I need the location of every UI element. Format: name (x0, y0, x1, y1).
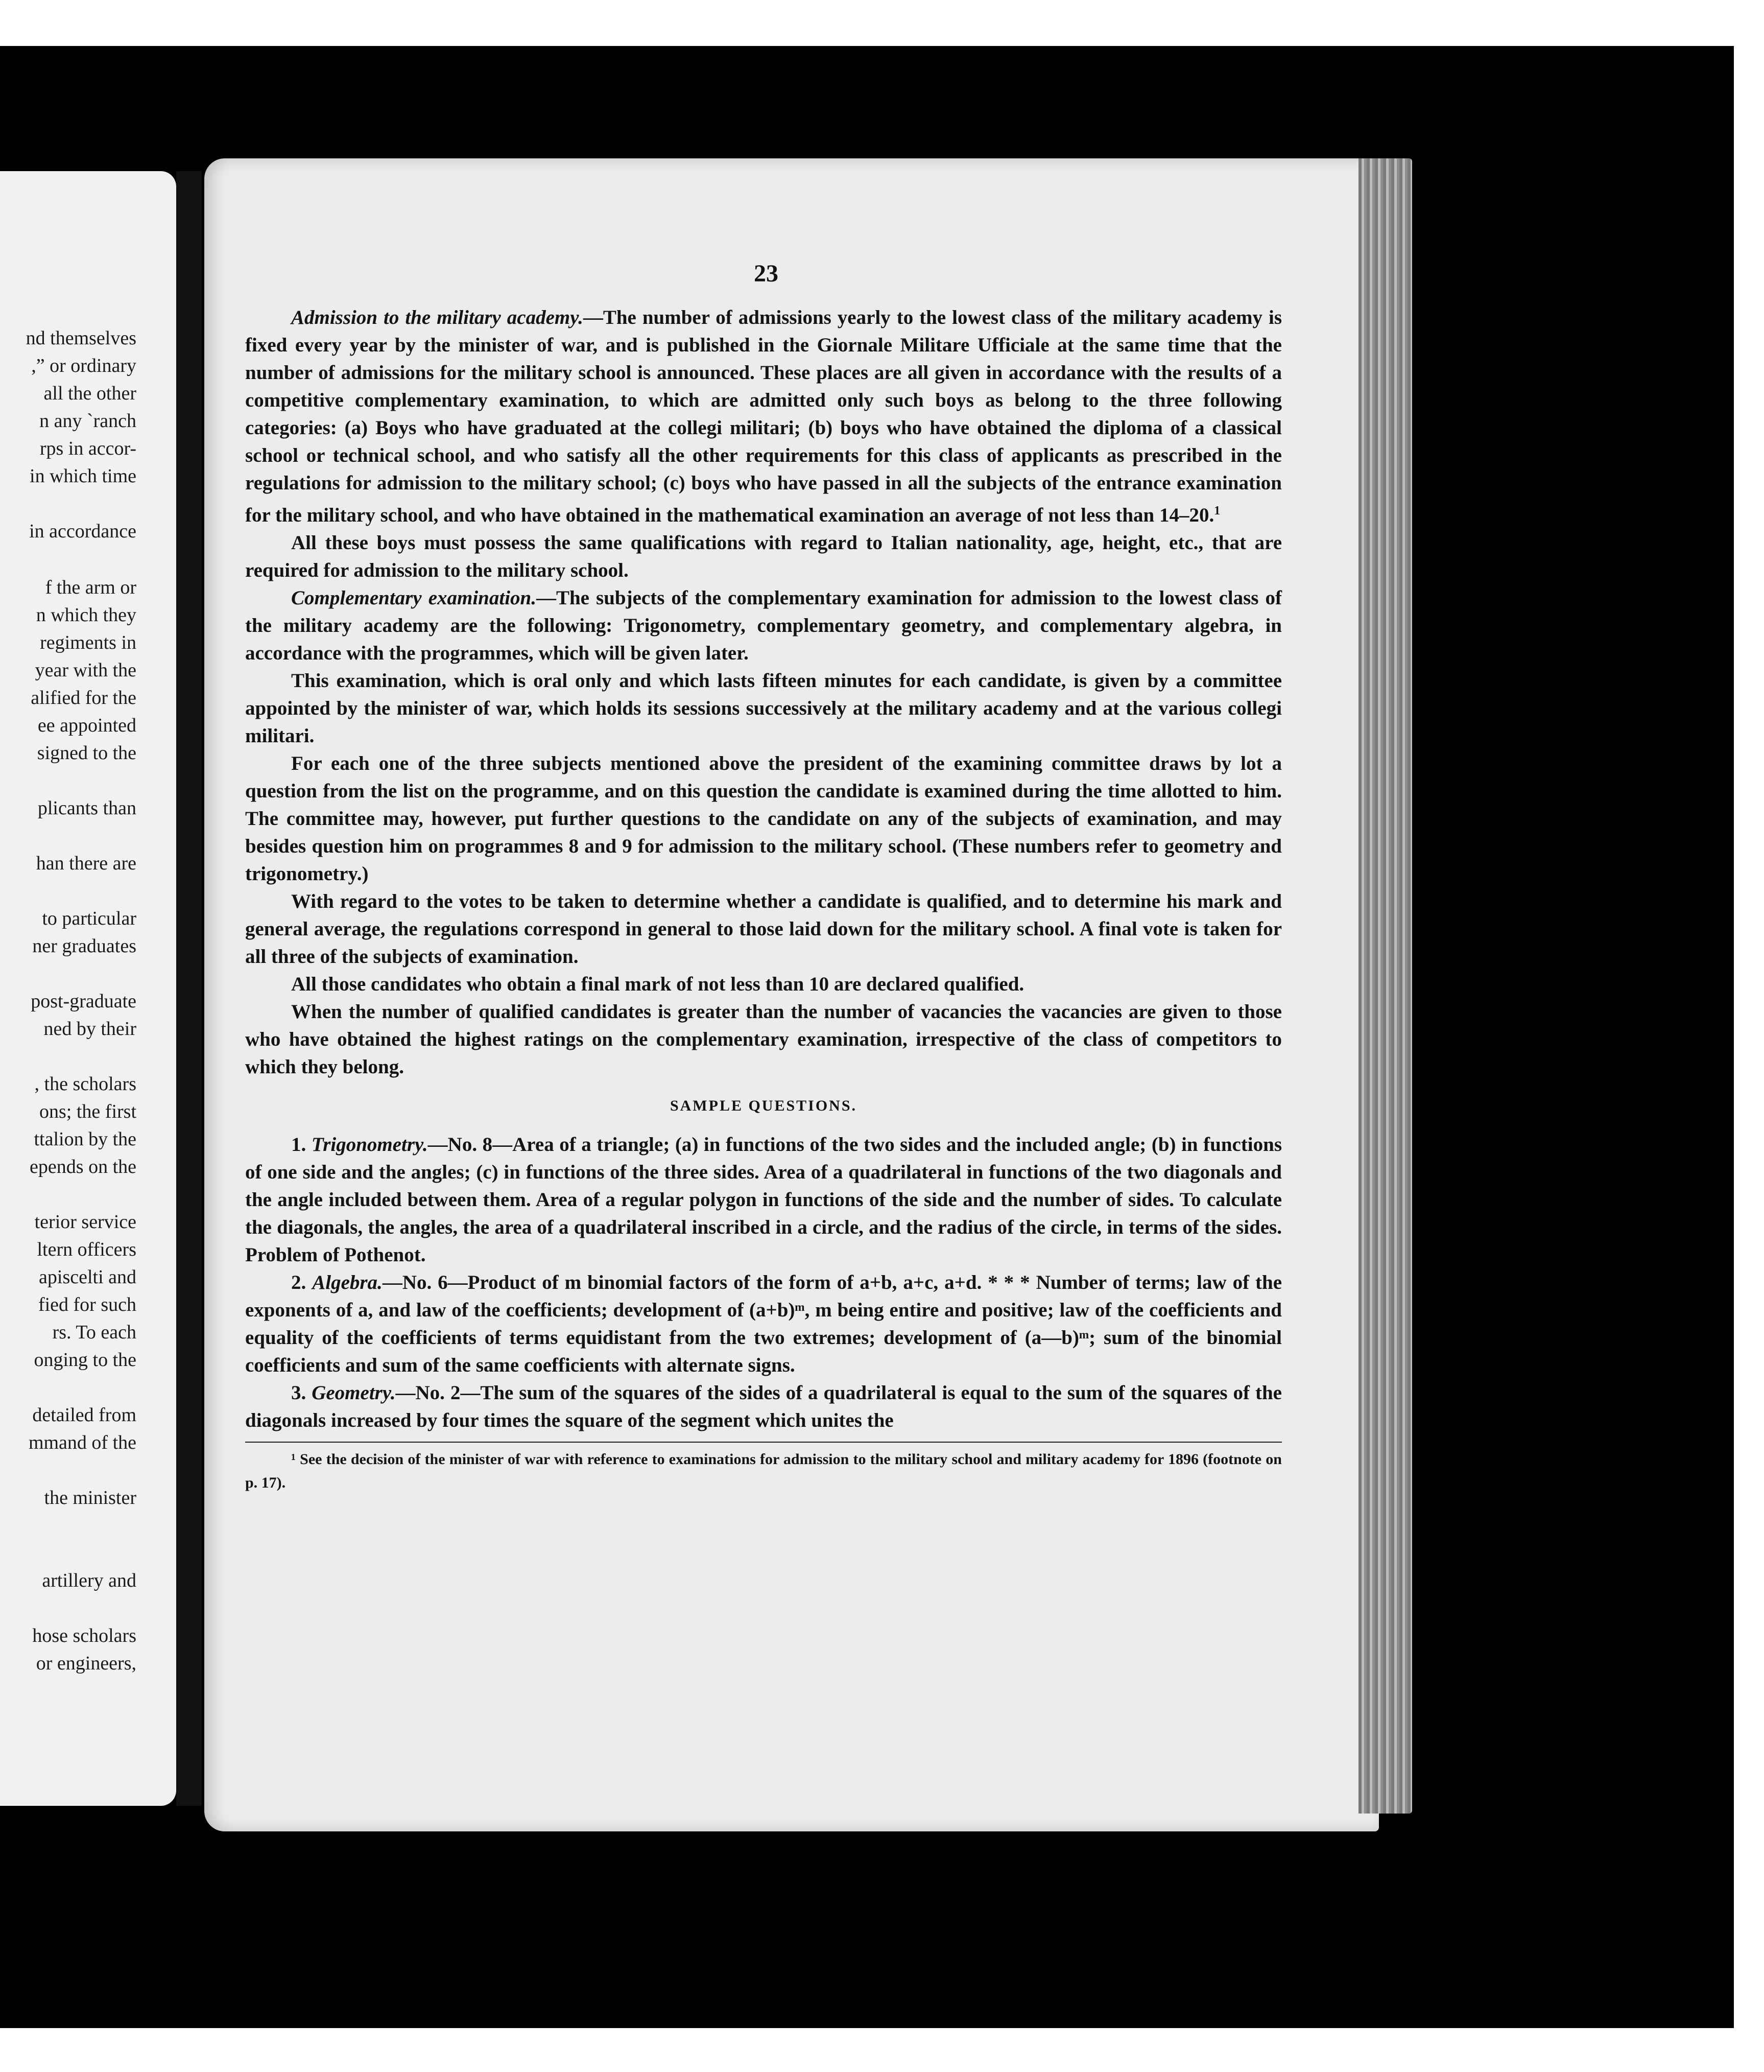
left-page-line: terior service (34, 1211, 136, 1233)
left-page-line: plicants than (37, 797, 136, 819)
left-page-line: ned by their (43, 1018, 136, 1040)
paragraph-oral-exam: This examination, which is oral only and which lasts fifteen minutes for each candidate, is given by a committee appointed by the minister of war, which holds its sessions successively at the military academy and at the various collegi militari. (245, 670, 1282, 747)
left-page-line: alified for the (31, 687, 136, 709)
left-page-line: han there are (36, 853, 136, 874)
section-title: Complementary examination. (291, 587, 536, 609)
left-page-line: apiscelti and (39, 1266, 136, 1288)
left-page-line: fied for such (38, 1294, 136, 1315)
left-page-line: rps in accor- (39, 438, 136, 459)
left-page-line: all the other (43, 383, 136, 404)
left-page-line: nd themselves (26, 327, 136, 349)
paragraph-final-mark: All those candidates who obtain a final mark of not less than 10 are declared qualified. (291, 973, 1024, 995)
question-text: —No. 6—Product of m binomial factors of the form of a+b, a+c, a+d. * * * Number of terms; law of the exponents of a, and law of the coefficients; development of (a+b)ᵐ, m being entire and positive; law of the coefficients and equality of the coefficients of terms equidistant from the two extremes; development of (a—b)ᵐ; sum of the binomial coefficients and sum of the same coefficients with alternate signs. (245, 1272, 1282, 1376)
left-page-line: to particular (42, 908, 136, 929)
question-number: 2. (291, 1272, 306, 1293)
left-page-line: in which time (30, 465, 136, 487)
footnote: ¹ See the decision of the minister of war with reference to examinations for admission to the military school and military academy for 1896 (footnote on p. 17). (245, 1451, 1282, 1491)
paragraph-votes: With regard to the votes to be taken to determine whether a candidate is qualified, and to determine his mark and general average, the regulations correspond in general to those laid down for the military school. A final vote is taken for all three of the subjects of examination. (245, 890, 1282, 968)
left-page-line: the minister (40, 1487, 136, 1509)
left-page-line: mmand of the (28, 1432, 136, 1453)
left-page-line: post-graduate (31, 991, 136, 1012)
left-page-line: hose scholars (32, 1625, 136, 1646)
paragraph-qualifications: All these boys must possess the same qualifications with regard to Italian nationality, age, height, etc., that are required for admission to the military school. (245, 532, 1282, 581)
left-page-line: epends on the (30, 1156, 136, 1178)
left-page-line: ee appointed (37, 715, 136, 736)
left-page-line: onging to the (34, 1349, 136, 1371)
left-page-line: , the scholars (34, 1073, 136, 1095)
left-page-line: n which they (36, 604, 136, 626)
facing-page-left (0, 171, 176, 1806)
page-body (245, 304, 1282, 1495)
left-page-line: ons; the first (39, 1101, 136, 1122)
question-text: —No. 8—Area of a triangle; (a) in functions of the two sides and the included angle; (b) in functions of one side and the angles; (c) in functions of the three sides. Area of a quadrilateral in functions of the two diagonals and the angle included between them. Area of a regular polygon in functions of the side and the number of sides. To calculate the diagonals, the angles, the area of a quadrilateral inscribed in a circle, and the radius of the circle, in terms of the sides. Problem of Pothenot. (245, 1134, 1282, 1266)
question-title: Algebra. (312, 1272, 383, 1293)
left-page-line: artillery and (42, 1570, 136, 1591)
left-page-line: ner graduates (32, 935, 136, 957)
left-page-line: regiments in (40, 632, 136, 653)
sample-questions-heading: SAMPLE QUESTIONS. (670, 1097, 857, 1114)
left-page-line: in accordance (29, 521, 136, 542)
paragraph-text: —The number of admissions yearly to the lowest class of the military academy is fixed every year by the minister of war, and is published in the Giornale Militare Ufficiale at the same time that the number of admissions for the military school is announced. These places are all given in accordance with the results of a competitive complementary examination, to which are admitted only such boys as belong to the three following categories: (a) Boys who have graduated at the collegi militari; (b) boys who have obtained the diploma of a classical school or technical school, and who satisfy all the other requirements for this class of applicants as prescribed in the regulations for admission to the military school; (c) boys who have passed in all the subjects of the entrance examination for the military school, and who have obtained in the mathematical examination an average of not less than 14–20. (245, 307, 1282, 526)
page-number: 23 (754, 260, 778, 287)
left-page-line: signed to the (37, 742, 136, 764)
question-trigonometry (245, 1131, 1282, 1269)
page-edges (1358, 158, 1412, 1814)
paragraph-subjects: For each one of the three subjects mentioned above the president of the examining committee draws by lot a question from the list on the programme, and on this question the candidate is examined during the time allotted to him. The committee may, however, put further questions to the candidate on any of the subjects of examination, and may besides question him on programmes 8 and 9 for admission to the military school. (These numbers refer to geometry and trigonometry.) (245, 752, 1282, 885)
left-page-line: detailed from (32, 1404, 136, 1426)
question-title: Geometry. (312, 1382, 396, 1404)
left-page-line: f the arm or (45, 577, 136, 598)
book-gutter (176, 171, 202, 1806)
left-page-line: ,” or ordinary (31, 355, 136, 376)
footnote-divider (245, 1442, 1282, 1443)
left-page-line: or engineers, (36, 1653, 136, 1674)
left-page-line: n any ˋranch (39, 410, 136, 432)
left-page-line: rs. To each (52, 1322, 136, 1343)
question-number: 1. (291, 1134, 306, 1156)
paragraph-admission (245, 304, 1282, 529)
left-page-line: ttalion by the (34, 1128, 136, 1150)
question-algebra (245, 1269, 1282, 1379)
question-number: 3. (291, 1382, 306, 1404)
paragraph-vacancies: When the number of qualified candidates is greater than the number of vacancies the vacancies are given to those who have obtained the highest ratings on the complementary examination, irrespective of the class of competitors to which they belong. (245, 1001, 1282, 1078)
left-page-line: year with the (35, 660, 136, 681)
left-page-line: ltern officers (37, 1239, 136, 1260)
paragraph-text: —The subjects of the complementary examination for admission to the lowest class of the military academy are the following: Trigonometry, complementary geometry, and complementary algebra, in accordance with the programmes, which will be given later. (245, 587, 1282, 664)
section-title: Admission to the military academy. (291, 307, 583, 328)
paragraph-complementary (245, 584, 1282, 667)
question-title: Trigonometry. (311, 1134, 428, 1156)
question-text: —No. 2—The sum of the squares of the sides of a quadrilateral is equal to the sum of the squares of the diagonals increased by four times the square of the segment which unites the (245, 1382, 1282, 1431)
footnote-marker: 1 (1214, 504, 1221, 517)
question-geometry (245, 1379, 1282, 1434)
